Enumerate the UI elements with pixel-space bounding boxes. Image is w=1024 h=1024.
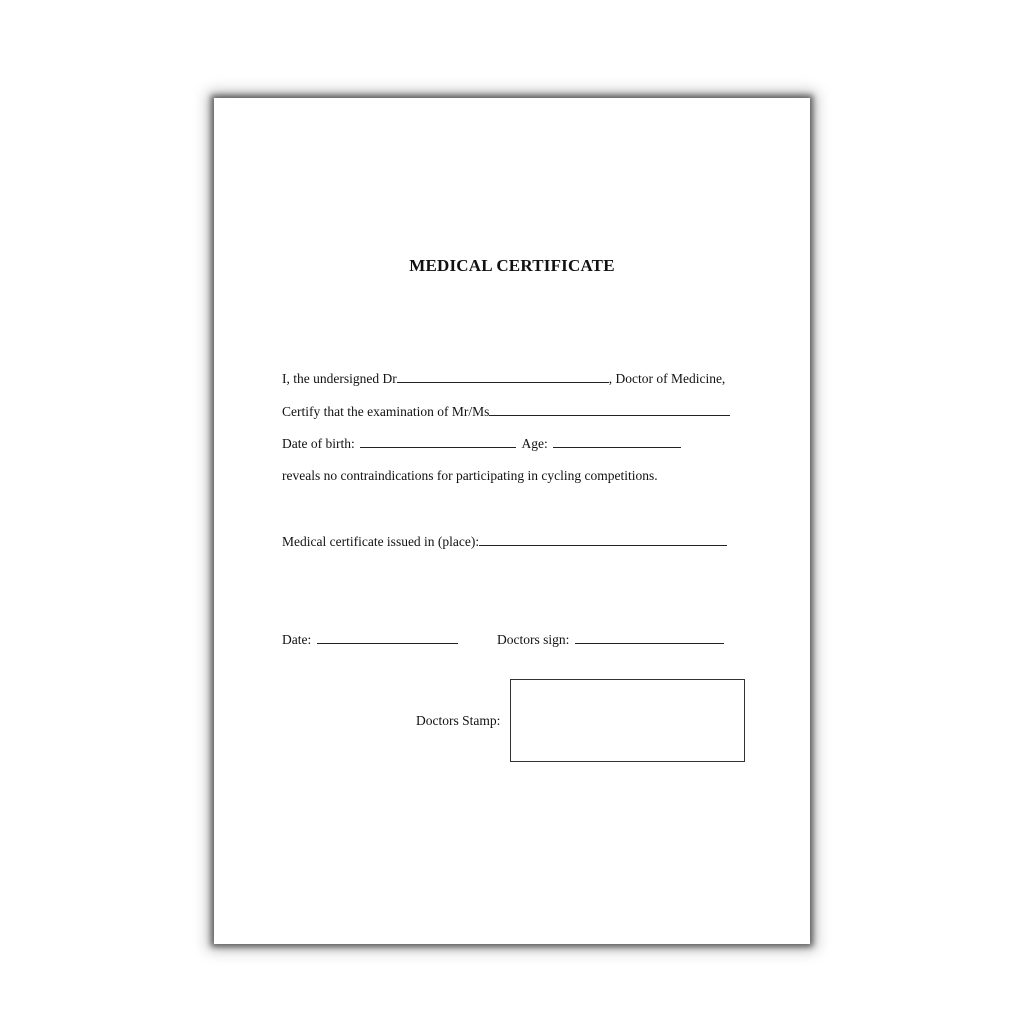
place-label: Medical certificate issued in (place): — [282, 534, 480, 549]
doctor-name-label: I, the undersigned Dr — [282, 371, 397, 386]
date-sign-line — [282, 631, 724, 648]
dob-field[interactable] — [360, 435, 516, 448]
age-label: Age: — [521, 436, 548, 451]
doctor-name-line — [282, 370, 725, 387]
stamp-box[interactable] — [510, 679, 745, 762]
sign-label: Doctors sign: — [497, 632, 570, 647]
sign-field[interactable] — [575, 631, 724, 644]
date-field[interactable] — [317, 631, 458, 644]
dob-label: Date of birth: — [282, 436, 355, 451]
doctor-name-field[interactable] — [397, 370, 609, 383]
place-field[interactable] — [479, 533, 727, 546]
doctor-title-label: , Doctor of Medicine, — [608, 371, 726, 386]
patient-name-field[interactable] — [489, 403, 730, 416]
date-label: Date: — [282, 632, 312, 647]
statement-line: reveals no contraindications for participating in cycling competitions. — [282, 468, 658, 483]
place-line — [282, 533, 727, 550]
dob-age-line — [282, 435, 681, 452]
patient-name-label: Certify that the examination of Mr/Ms — [282, 404, 490, 419]
stamp-label: Doctors Stamp: — [416, 713, 501, 728]
certificate-page — [214, 98, 810, 944]
page-title: MEDICAL CERTIFICATE — [409, 256, 615, 275]
age-field[interactable] — [553, 435, 681, 448]
patient-name-line — [282, 403, 730, 420]
